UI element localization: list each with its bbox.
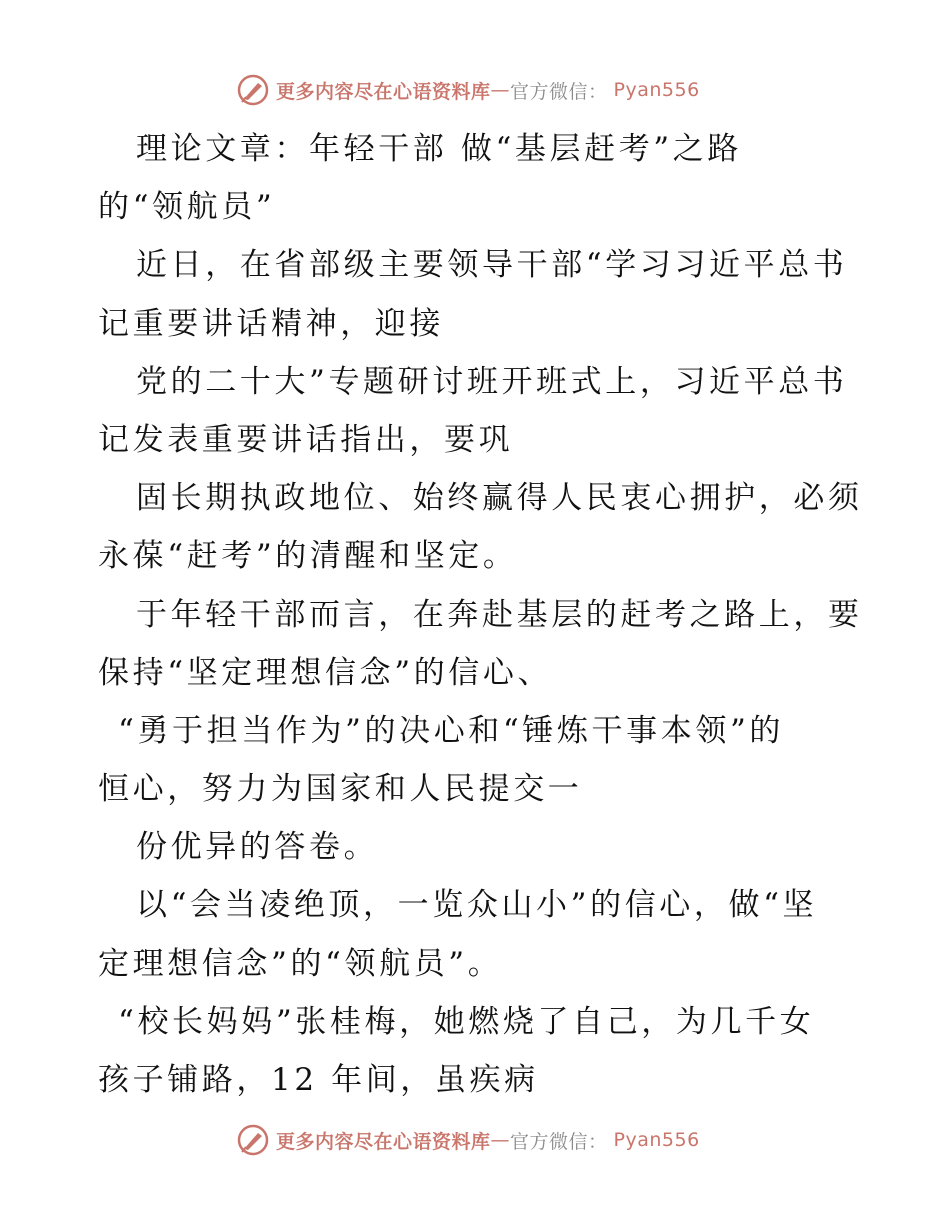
paragraph-line: 党的二十大”专题研讨班开班式上，习近平总书 [136,363,848,400]
watermark-separator: — [490,1129,511,1151]
paragraph-line: 孩子铺路，12 年间，虽疾病 [98,1062,539,1098]
paragraph-line: 近日，在省部级主要领导干部“学习习近平总书 [136,247,848,284]
paragraph-line: 于年轻干部而言，在奔赴基层的赶考之路上，要 [136,596,863,633]
watermark-contact-id: Pyan556 [613,79,700,101]
paragraph-line: “勇于担当作为”的决心和“锤炼干事本领”的 [118,712,784,749]
document-title-line-2: 的“领航员” [98,189,276,226]
paragraph-line: 记发表重要讲话指出，要巩 [98,421,514,458]
paragraph-line: 固长期执政地位、始终赢得人民衷心拥护，必须 [136,480,863,517]
paragraph-line: 记重要讲话精神，迎接 [98,305,444,342]
watermark-contact-label: 官方微信： [510,80,608,103]
paragraph-line: 保持“坚定理想信念”的信心、 [98,654,553,691]
footer-watermark [236,1122,756,1158]
header-watermark [236,72,756,108]
paragraph-line: 定理想信念”的“领航员”。 [98,945,503,982]
watermark-brand: 更多内容尽在心语资料库 [276,1130,491,1153]
paragraph-line: “校长妈妈”张桂梅，她燃烧了自己，为几千女 [118,1003,815,1040]
document-body [98,120,863,1109]
watermark-contact-label: 官方微信： [510,1130,608,1153]
paragraph-line: 永葆“赶考”的清醒和坚定。 [98,538,518,575]
feather-circle-logo-icon [236,1123,270,1157]
feather-circle-logo-icon [236,73,270,107]
paragraph-line: 恒心，努力为国家和人民提交一 [98,771,583,808]
paragraph-line: 份优异的答卷。 [136,829,379,866]
watermark-contact-id: Pyan556 [613,1129,700,1151]
watermark-brand: 更多内容尽在心语资料库 [276,80,491,103]
paragraph-line: 以“会当凌绝顶，一览众山小”的信心，做“坚 [136,887,818,924]
watermark-separator: — [490,79,511,101]
document-title-line-1: 理论文章：年轻干部 做“基层赶考”之路 [136,131,742,167]
